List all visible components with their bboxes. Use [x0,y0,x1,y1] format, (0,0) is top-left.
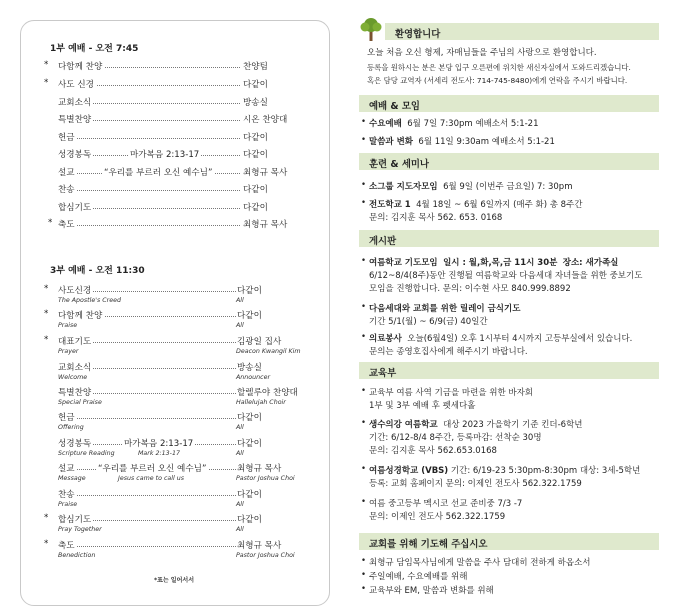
row-sermon-title: “우리를 부르러 오신 예수님” [104,168,213,178]
worship-header [359,95,659,112]
row-label: 특별찬양 [58,388,92,398]
training-item: 전도학교 1 4월 18일 ~ 6월 6일까지 (매주 화) 총 8주간 [369,200,583,210]
row-value: 방송실 [237,363,262,373]
education-line: 문의: 김지훈 목사 562.653.0168 [369,446,497,456]
worship-title: 예배 & 모임 [369,101,420,112]
row-label: 합심기도 [58,203,92,213]
row-english-value: Deacon Kwangil Kim [236,348,301,355]
service1-row [44,96,294,108]
service3-row: * 다함께 찬양 다같이 [44,309,262,321]
bullet: • [361,135,367,145]
row-english-value: Hallelujah Choir [236,399,286,406]
row-label: 성경봉독 [58,150,92,160]
row-english-label: Pray Together [58,526,102,533]
row-value: 할렐루야 찬양대 [237,388,298,398]
row-english-value: All [236,501,244,508]
education-line: 문의: 이제인 전도사 562.322.1759 [369,512,506,522]
service1-row [44,113,294,125]
row-english-value: All [236,322,244,329]
service3-row [44,386,298,398]
bullet: • [361,256,367,266]
education-line: 기간: 6/12-8/4 8주간, 등록마감: 선착순 30명 [369,433,542,443]
row-label: 합심기도 [58,515,92,525]
board-item: 여름학교 기도모임 일시 : 월,화,목,금 11시 30분 장소: 새가족실 [369,258,619,268]
row-value: 다같이 [237,490,262,500]
service3-row: * 합심기도 다같이 [44,513,262,525]
row-value: 다같이 [243,150,268,160]
board-line: 모임을 진행합니다. 문의: 이수현 사모 840.999.8892 [369,284,571,294]
service1-row: * 사도 신경 다같이 [44,78,268,90]
row-english-value: All [236,450,244,457]
service3-row [44,361,294,373]
training-header [359,153,659,170]
row-label: 사도 신경 [58,80,94,90]
row-label: 설교 [58,168,75,178]
training-contact: 문의: 김지훈 목사 562. 653. 0168 [369,213,503,223]
prayer-item: 교육부와 EM, 말씀과 변화를 위해 [369,586,494,596]
board-line: 문의는 종영호집사에게 해주시기 바랍니다. [369,347,528,357]
row-scripture: 마가복음 2:13-17 [130,150,200,160]
row-english-value: Announcer [236,374,271,381]
bullet: • [361,302,367,312]
board-line: 6/12~8/4(8주)동안 진행될 여름학교와 다음세대 자녀들을 위한 중보기도 [369,271,643,281]
row-english-label: Welcome [58,374,88,381]
row-english-label: Offering [58,424,84,431]
education-line: 1부 및 3부 예배 후 펫세다홀 [369,401,476,411]
row-value: 다같이 [243,185,268,195]
service1-row [44,183,294,195]
service1-row: * 다함께 찬양 찬양팀 [44,60,268,72]
tree-icon [359,16,383,42]
row-label: 대표기도 [58,337,92,347]
service3-row [44,462,294,474]
service1-row [44,131,294,143]
row-label: 헌금 [58,133,75,143]
service3-row [44,411,294,423]
row-value: 김광일 집사 [237,337,282,347]
row-label: 다함께 찬양 [58,311,103,321]
bullet: • [361,497,367,507]
row-sermon-title: “우리를 부르러 오신 예수님” [98,464,207,474]
row-label: 특별찬양 [58,115,92,125]
prayer-item: 주일예배, 수요예배를 위해 [369,572,468,582]
row-label: 축도 [58,220,75,230]
row-value: 시온 찬양대 [243,115,288,125]
service3-row: * 대표기도 김광일 집사 [44,335,282,347]
row-english-label: Message [58,475,86,482]
row-english-value: All [236,297,244,304]
row-english-label: Scripture Reading [58,450,115,457]
bullet: • [361,584,367,594]
service1-row: * 축도 최형규 목사 [48,218,288,230]
row-english-label: The Apostle's Creed [58,297,121,304]
row-value: 최형규 목사 [243,168,288,178]
service3-row [44,437,294,449]
row-value: 다같이 [237,413,262,423]
row-label: 교회소식 [58,98,92,108]
row-english-label: Praise [58,322,78,329]
prayer-header [359,533,659,550]
row-english-label: Special Praise [58,399,102,406]
bullet: • [361,570,367,580]
bullet: • [361,464,367,474]
education-title: 교육부 [369,368,397,379]
row-value: 다같이 [237,439,262,449]
prayer-title: 교회를 위해 기도해 주십시오 [369,539,488,550]
row-label: 설교 [58,464,75,474]
row-label: 찬송 [58,490,75,500]
education-item: 생수의강 여름학교 대상 2023 가을학기 기준 킨더-6학년 [369,420,583,430]
row-english-value: Pastor Joshua Choi [236,552,295,559]
board-item: 의료봉사 오늘(6월4일) 오후 1시부터 4시까지 고등부실에서 있습니다. [369,334,633,344]
board-line: 기간 5/1(월) ~ 6/9(금) 40일간 [369,317,488,327]
education-line: 등록: 교회 홈페이지 문의: 이제인 전도사 562.322.1759 [369,479,582,489]
row-value: 다같이 [237,311,262,321]
row-value: 찬양팀 [243,62,268,72]
row-value: 최형규 목사 [237,464,282,474]
row-label: 다함께 찬양 [58,62,103,72]
service3-row: * 사도신경 다같이 [44,284,262,296]
welcome-line-1: 오늘 처음 오신 형제, 자매님들을 주님의 사랑으로 환영합니다. [367,48,597,58]
row-english-value: All [236,526,244,533]
row-label: 교회소식 [58,363,92,373]
service1-row [44,148,294,160]
education-line: 교육부 여름 사역 기금을 마련을 위한 바자회 [369,388,534,398]
row-english-value: Pastor Joshua Choi [236,475,295,482]
row-value: 최형규 목사 [237,541,282,551]
service1-title: 1부 예배 - 오전 7:45 [50,44,139,54]
row-label: 성경봉독 [58,439,92,449]
welcome-header [385,23,659,40]
row-value: 다같이 [243,203,268,213]
row-english-value: All [236,424,244,431]
row-english-mid: Mark 2:13-17 [138,450,180,457]
bullet: • [361,386,367,396]
row-english-label: Prayer [58,348,79,355]
bullet: • [361,556,367,566]
bullet: • [361,198,367,208]
row-english-mid: Jesus came to call us [118,475,185,482]
bullet: • [361,418,367,428]
row-value: 다같이 [237,286,262,296]
welcome-line-2: 등록을 원하시는 분은 본당 입구 오른편에 위치한 새신자실에서 도와드리겠습니다. [367,63,631,72]
welcome-line-3: 혹은 담당 교역자 (서세리 전도사: 714-745-8480)에게 연락을 주시기 바랍니다. [367,76,628,85]
worship-item: 말씀과 변화 6월 11일 9:30am 예배소서 5:1-21 [369,137,555,147]
tree-crown-left [361,23,370,32]
tree-crown-right [373,23,382,32]
row-value: 최형규 목사 [243,220,288,230]
training-title: 훈련 & 세미나 [369,159,429,170]
education-line: 여름 중고등부 멕시코 선교 준비중 7/3 -7 [369,499,523,509]
row-value: 방송실 [243,98,268,108]
row-value: 다같이 [237,515,262,525]
row-label: 찬송 [58,185,75,195]
service1-row [44,166,294,178]
education-item: 여름성경학교 (VBS) 기간: 6/19-23 5:30pm-8:30pm 대상: 3세-5학년 [369,466,641,476]
board-header [359,230,659,247]
board-title: 게시판 [369,236,397,247]
education-header [359,362,659,379]
row-scripture: 마가복음 2:13-17 [124,439,194,449]
row-label: 축도 [58,541,75,551]
row-label: 헌금 [58,413,75,423]
row-value: 다같이 [243,133,268,143]
worship-item: 수요예배 6월 7일 7:30pm 예배소서 5:1-21 [369,119,539,129]
standing-footnote: *표는 일어서서 [153,577,194,584]
prayer-item: 최형규 담임목사님에게 말씀을 주사 담대히 전하게 하옵소서 [369,558,591,568]
row-value: 다같이 [243,80,268,90]
service1-row [44,201,294,213]
row-label: 사도신경 [58,286,92,296]
bullet: • [361,180,367,190]
bullet: • [361,117,367,127]
service3-title: 3부 예배 - 오전 11:30 [50,266,145,276]
welcome-title: 환영합니다 [395,29,441,40]
bullet: • [361,332,367,342]
training-item: 소그룹 지도자모임 6월 9일 (이번주 금요일) 7: 30pm [369,182,573,192]
row-english-label: Praise [58,501,78,508]
row-english-label: Benediction [58,552,96,559]
service3-row [44,488,294,500]
service3-row: * 축도 최형규 목사 [44,539,282,551]
board-item: 다음세대와 교회를 위한 릴레이 금식기도 [369,304,521,314]
